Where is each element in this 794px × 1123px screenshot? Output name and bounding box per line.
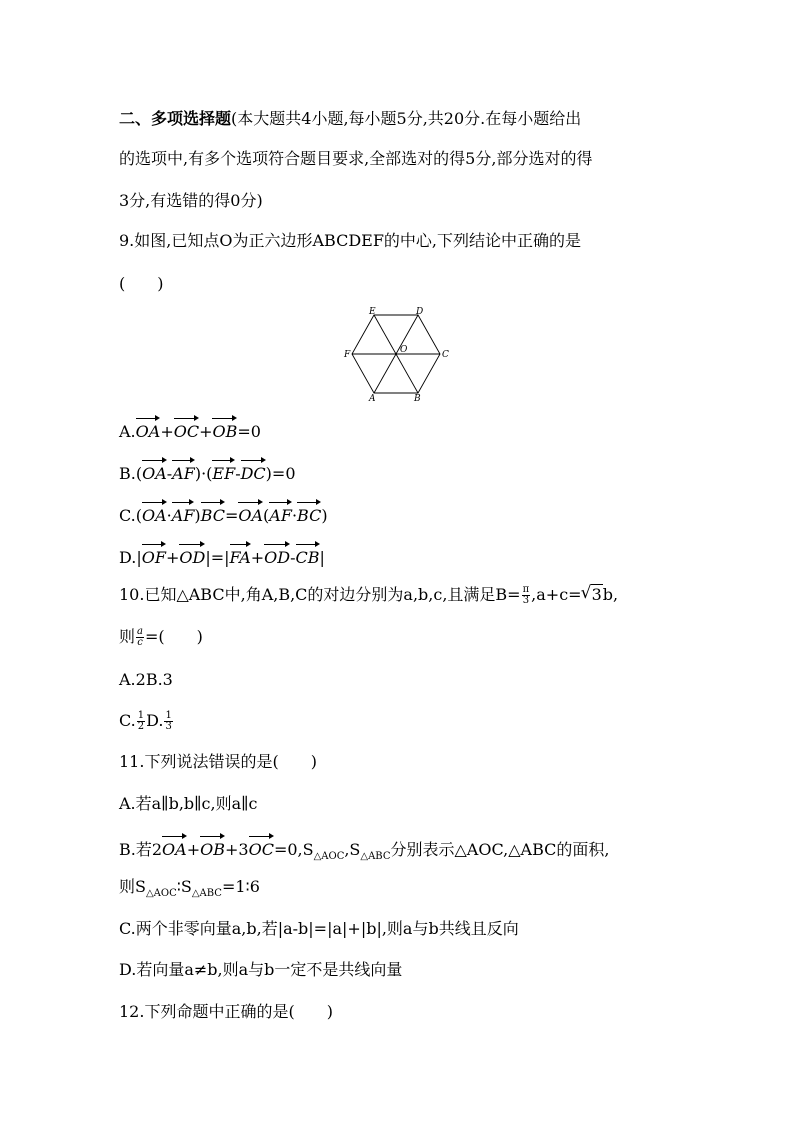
option-letter: C. <box>119 711 136 730</box>
fraction-one-half <box>137 711 145 732</box>
q10-stem-line1 <box>119 584 618 606</box>
q10-options-cd[interactable] <box>119 710 174 732</box>
sqrt-radicand: 3 <box>591 585 602 604</box>
q10-stem-a: 10.已知△ABC中,角A,B,C的对边分别为a,b,c,且满足B= <box>119 585 521 604</box>
label-a: A <box>369 394 376 404</box>
close-paren: ) <box>321 506 328 525</box>
option-letter: B.( <box>119 464 143 483</box>
vector-oc: OC <box>249 835 274 861</box>
fraction-pi-over-3 <box>522 585 531 606</box>
vector-ef: EF <box>212 459 235 485</box>
q10-stem-b: ,a+c= <box>531 585 582 604</box>
q9-option-c[interactable] <box>119 501 328 527</box>
q11-option-b-line2 <box>119 876 260 905</box>
vector-oa: OA <box>136 417 161 443</box>
vector-oa: OA <box>142 501 167 527</box>
option-letter: C.( <box>119 506 142 525</box>
vector-af: AF <box>172 459 195 485</box>
option-b2-mid: ∶S <box>176 877 192 896</box>
minus-sign: - <box>166 464 173 483</box>
section-header-line <box>119 108 581 130</box>
vector-af: AF <box>269 501 292 527</box>
q11-option-b[interactable] <box>119 835 609 868</box>
option-b-comma: ,S <box>344 840 361 859</box>
equals-sign: = <box>224 506 239 525</box>
section-intro-2: 的选项中,有多个选项符合题目要求,全部选对的得5分,部分选对的得 <box>119 149 593 168</box>
fraction-denominator: 3 <box>165 721 172 732</box>
q10-stem-line2 <box>119 626 203 648</box>
vector-oa: OA <box>238 501 263 527</box>
label-o: O <box>400 345 408 355</box>
option-b2-tail: =1∶6 <box>221 877 260 896</box>
q9-stem: 9.如图,已知点O为正六边形ABCDEF的中心,下列结论中正确的是 <box>119 231 582 250</box>
option-b2-prefix: 则S <box>119 877 146 896</box>
fraction-denominator: 2 <box>137 721 145 732</box>
option-b-prefix: B.若2 <box>119 840 163 859</box>
q11-stem: 11.下列说法错误的是( ) <box>119 752 317 771</box>
hexagon-figure <box>344 306 454 402</box>
option-letter: D.| <box>119 548 142 567</box>
q10-blank: =( ) <box>144 627 203 646</box>
subscript: △AOC <box>145 888 177 900</box>
q11-option-a[interactable]: A.若a∥b,b∥c,则a∥c <box>119 794 258 813</box>
q12-stem: 12.下列命题中正确的是( ) <box>119 1002 333 1021</box>
fraction-a-over-c <box>136 627 144 648</box>
minus-sign: - <box>235 464 241 483</box>
fraction-one-third <box>164 711 172 732</box>
q11-option-c[interactable]: C.两个非零向量a,b,若|a-b|=|a|+|b|,则a与b共线且反向 <box>119 919 519 938</box>
vector-oa: OA <box>162 835 187 861</box>
plus-sign: + <box>186 840 201 859</box>
option-b-mid: =0,S <box>273 840 314 859</box>
plus-sign: + <box>160 422 174 441</box>
label-f: F <box>344 350 351 360</box>
q9-option-b[interactable] <box>119 459 296 485</box>
vector-od: OD <box>179 543 205 569</box>
fraction-numerator: a <box>137 626 143 637</box>
label-b: B <box>414 394 421 404</box>
subscript: △ABC <box>360 851 391 863</box>
plus-sign: + <box>199 422 213 441</box>
vector-od: OD <box>264 543 290 569</box>
q9-blank: ( ) <box>119 274 164 293</box>
section-intro-1: (本大题共4小题,每小题5分,共20分.在每小题给出 <box>231 109 582 128</box>
vector-cb: CB <box>296 543 320 569</box>
vector-oa: OA <box>142 459 167 485</box>
fraction-numerator: π <box>522 584 530 595</box>
section-intro-3: 3分,有选错的得0分) <box>119 191 263 210</box>
section-title: 二、多项选择题 <box>119 109 232 128</box>
vector-fa: FA <box>230 543 251 569</box>
sqrt-3 <box>582 584 603 606</box>
vector-ob: OB <box>212 417 237 443</box>
option-b-tail: 分别表示△AOC,△ABC的面积, <box>390 840 610 859</box>
vector-bc: BC <box>201 501 225 527</box>
option-letter: D. <box>146 711 164 730</box>
fraction-denominator: 3 <box>522 595 530 606</box>
option-d-end: | <box>319 548 325 567</box>
option-b-rest: )=0 <box>265 464 296 483</box>
vector-of: OF <box>142 543 166 569</box>
q11-option-d[interactable]: D.若向量a≠b,则a与b一定不是共线向量 <box>119 960 403 979</box>
q10-then: 则 <box>119 627 136 646</box>
vector-af: AF <box>172 501 195 527</box>
q10-options-ab[interactable]: A.2B.3 <box>119 670 173 689</box>
fraction-denominator: c <box>137 637 143 648</box>
minus-sign: - <box>290 548 296 567</box>
vector-dc: DC <box>241 459 266 485</box>
option-b-mid: )·( <box>194 464 213 483</box>
vector-bc: BC <box>297 501 321 527</box>
dot-sign: · <box>166 506 172 525</box>
close-paren: ) <box>194 506 201 525</box>
label-c: C <box>442 350 449 360</box>
hexagon-diagram <box>344 306 454 402</box>
q9-option-a[interactable] <box>119 417 261 443</box>
plus-sign: +3 <box>224 840 249 859</box>
option-a-rest: =0 <box>237 422 261 441</box>
q9-option-d[interactable] <box>119 543 325 569</box>
fraction-numerator: 1 <box>165 710 172 721</box>
vector-oc: OC <box>174 417 199 443</box>
option-letter: A. <box>119 422 136 441</box>
plus-sign: + <box>250 548 265 567</box>
plus-sign: + <box>165 548 180 567</box>
label-d: D <box>416 307 424 317</box>
q10-stem-c: b, <box>602 585 619 604</box>
fraction-numerator: 1 <box>137 710 145 721</box>
subscript: △AOC <box>313 851 345 863</box>
label-e: E <box>369 307 376 317</box>
open-paren: ( <box>263 506 270 525</box>
vector-ob: OB <box>200 835 225 861</box>
dot-sign: · <box>291 506 298 525</box>
subscript: △ABC <box>191 888 222 900</box>
option-d-mid: |=| <box>205 548 230 567</box>
